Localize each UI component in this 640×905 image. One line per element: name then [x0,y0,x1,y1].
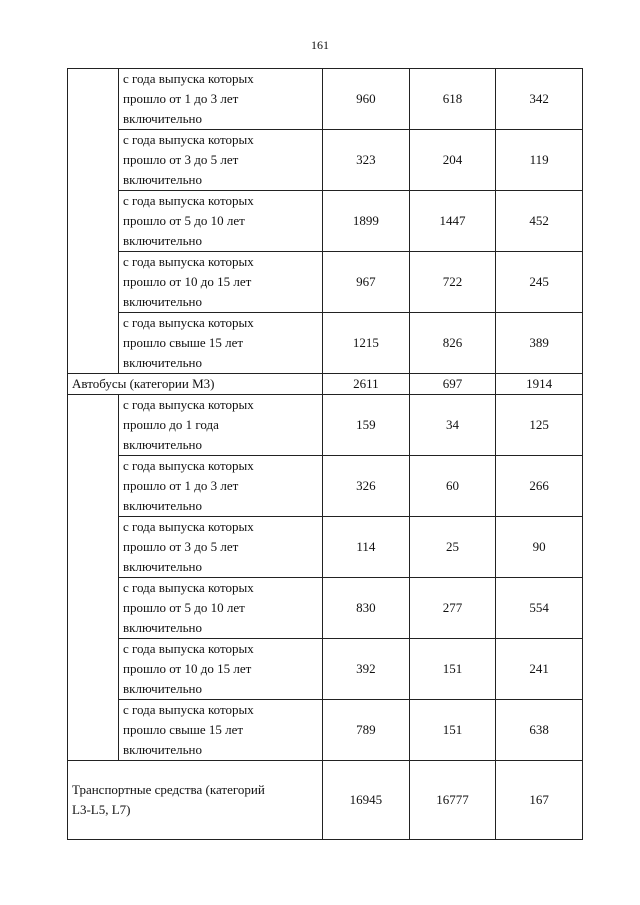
value-cell-col3: 167 [496,761,583,840]
table-row [68,374,583,395]
row-description [119,700,323,761]
table-row [68,313,583,374]
value-cell-col2: 16777 [409,761,496,840]
indent-cell [68,639,119,700]
value-cell-col3: 266 [496,456,583,517]
description-line: с года выпуска которых [123,132,254,147]
category-label-line: L3-L5, L7) [72,802,131,817]
indent-cell [68,700,119,761]
indent-cell [68,456,119,517]
category-label [68,761,323,840]
row-description [119,456,323,517]
description-line: включительно [123,355,202,370]
description-line: с года выпуска которых [123,580,254,595]
description-line: с года выпуска которых [123,702,254,717]
value-cell-col2: 722 [409,252,496,313]
description-line: прошло от 10 до 15 лет [123,661,252,676]
table-row [68,252,583,313]
description-line: с года выпуска которых [123,641,254,656]
description-line: прошло от 1 до 3 лет [123,478,239,493]
value-cell-col3: 638 [496,700,583,761]
row-description [119,69,323,130]
description-line: прошло от 5 до 10 лет [123,600,245,615]
value-cell-col2: 151 [409,700,496,761]
indent-cell [68,69,119,130]
description-line: включительно [123,742,202,757]
table-row [68,130,583,191]
value-cell-col2: 826 [409,313,496,374]
value-cell-col2: 697 [409,374,496,395]
value-cell-col3: 554 [496,578,583,639]
value-cell-col3: 119 [496,130,583,191]
description-line: с года выпуска которых [123,315,254,330]
description-line: прошло свыше 15 лет [123,335,244,350]
description-line: прошло от 3 до 5 лет [123,539,239,554]
description-line: включительно [123,233,202,248]
row-description [119,517,323,578]
value-cell-col2: 1447 [409,191,496,252]
row-description [119,395,323,456]
value-cell-col2: 34 [409,395,496,456]
description-line: включительно [123,498,202,513]
value-cell-col3: 90 [496,517,583,578]
description-line: включительно [123,681,202,696]
value-cell-col1: 16945 [323,761,410,840]
value-cell-col2: 277 [409,578,496,639]
description-line: включительно [123,294,202,309]
row-description [119,252,323,313]
table-row [68,69,583,130]
description-line: прошло от 10 до 15 лет [123,274,252,289]
description-line: прошло от 5 до 10 лет [123,213,245,228]
description-line: включительно [123,172,202,187]
indent-cell [68,578,119,639]
row-description [119,639,323,700]
description-line: прошло до 1 года [123,417,219,432]
description-line: включительно [123,559,202,574]
table-row [68,578,583,639]
value-cell-col2: 204 [409,130,496,191]
value-cell-col3: 452 [496,191,583,252]
description-line: включительно [123,111,202,126]
category-label-line: Транспортные средства (категорий [72,782,265,797]
indent-cell [68,395,119,456]
table-row [68,700,583,761]
value-cell-col1: 789 [323,700,410,761]
value-cell-col1: 392 [323,639,410,700]
description-line: с года выпуска которых [123,254,254,269]
description-line: включительно [123,437,202,452]
value-cell-col3: 125 [496,395,583,456]
indent-cell [68,517,119,578]
value-cell-col3: 245 [496,252,583,313]
description-line: прошло от 1 до 3 лет [123,91,239,106]
indent-cell [68,313,119,374]
value-cell-col1: 159 [323,395,410,456]
table-row [68,191,583,252]
row-description [119,313,323,374]
table-row [68,395,583,456]
value-cell-col1: 830 [323,578,410,639]
value-cell-col3: 389 [496,313,583,374]
indent-cell [68,130,119,191]
row-description [119,578,323,639]
table-body [68,69,583,840]
category-label: Автобусы (категории М3) [68,374,323,395]
description-line: с года выпуска которых [123,519,254,534]
description-line: с года выпуска которых [123,397,254,412]
row-description [119,130,323,191]
description-line: с года выпуска которых [123,71,254,86]
value-cell-col1: 323 [323,130,410,191]
value-cell-col2: 25 [409,517,496,578]
page-number: 161 [311,38,329,52]
value-cell-col3: 1914 [496,374,583,395]
row-description [119,191,323,252]
value-cell-col2: 618 [409,69,496,130]
table-row [68,761,583,840]
value-cell-col2: 60 [409,456,496,517]
description-line: включительно [123,620,202,635]
value-cell-col1: 960 [323,69,410,130]
value-cell-col1: 1215 [323,313,410,374]
value-cell-col1: 2611 [323,374,410,395]
description-line: прошло от 3 до 5 лет [123,152,239,167]
value-cell-col3: 241 [496,639,583,700]
table-row [68,639,583,700]
vehicle-statistics-table [67,68,583,840]
indent-cell [68,191,119,252]
table-row [68,456,583,517]
value-cell-col1: 967 [323,252,410,313]
value-cell-col1: 326 [323,456,410,517]
value-cell-col2: 151 [409,639,496,700]
description-line: с года выпуска которых [123,193,254,208]
description-line: прошло свыше 15 лет [123,722,244,737]
table-row [68,517,583,578]
description-line: с года выпуска которых [123,458,254,473]
value-cell-col1: 1899 [323,191,410,252]
value-cell-col1: 114 [323,517,410,578]
indent-cell [68,252,119,313]
value-cell-col3: 342 [496,69,583,130]
